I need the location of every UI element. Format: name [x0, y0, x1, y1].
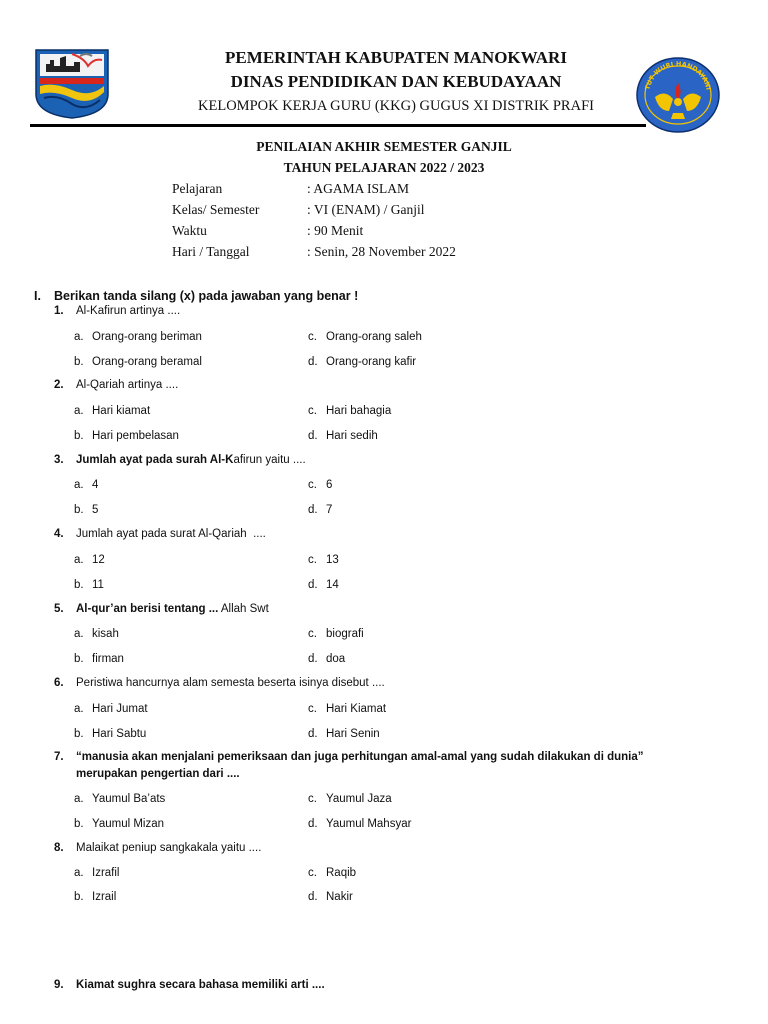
answer-option-d[interactable]: d. Nakir	[308, 891, 353, 903]
header-department-name: DINAS PENDIDIKAN DAN KEBUDAYAAN	[230, 72, 562, 91]
meta-value: : VI (ENAM) / Ganjil	[307, 202, 425, 217]
answer-option-a[interactable]: a. Izrafil	[74, 867, 120, 879]
answer-option-b[interactable]: b. Yaumul Mizan	[74, 818, 165, 830]
question-text: Peristiwa hancurnya alam semesta beserta isinya disebut ....	[76, 677, 385, 689]
question-number: 4.	[54, 528, 64, 540]
answer-option-c[interactable]: c. Yaumul Jaza	[308, 793, 392, 805]
question-text: “manusia akan menjalani pemeriksaan dan juga perhitungan amal-amal yang sudah dilakukan di dunia”	[76, 751, 644, 763]
meta-label: Hari / Tanggal	[172, 244, 250, 259]
section-instruction	[34, 289, 358, 303]
question-text: Al-Qariah artinya ....	[76, 379, 179, 391]
answer-option-b[interactable]: b. Hari pembelasan	[74, 430, 179, 442]
meta-label: Pelajaran	[172, 181, 223, 196]
section-instruction-text: Berikan tanda silang (x) pada jawaban yang benar !	[54, 289, 359, 303]
question-text: Al-qur’an berisi tentang ... Allah Swt	[76, 603, 269, 615]
question-text: merupakan pengertian dari ....	[76, 768, 240, 780]
answer-option-a[interactable]: a. Hari Jumat	[74, 703, 148, 715]
question-number: 8.	[54, 842, 64, 854]
meta-label: Kelas/ Semester	[172, 202, 260, 217]
answer-option-c[interactable]: c. biografi	[308, 628, 364, 640]
question-number: 3.	[54, 454, 64, 466]
exam-title: PENILAIAN AKHIR SEMESTER GANJIL	[256, 139, 512, 154]
question-number: 2.	[54, 379, 64, 391]
answer-option-d[interactable]: d. doa	[308, 653, 346, 665]
answer-option-d[interactable]: d. Hari Senin	[308, 728, 380, 740]
answer-option-b[interactable]: b. Orang-orang beramal	[74, 356, 202, 368]
question-text: Jumlah ayat pada surat Al-Qariah ....	[76, 528, 266, 540]
question-text: Jumlah ayat pada surah Al-Kafirun yaitu ....	[76, 454, 306, 466]
answer-option-d[interactable]: d. Orang-orang kafir	[308, 356, 417, 368]
answer-option-b[interactable]: b. firman	[74, 653, 124, 665]
answer-option-b[interactable]: b. 5	[74, 504, 99, 516]
meta-value: : AGAMA ISLAM	[307, 181, 410, 196]
question-number: 1.	[54, 305, 64, 317]
answer-option-c[interactable]: c. 6	[308, 479, 333, 491]
header-government-name: PEMERINTAH KABUPATEN MANOKWARI	[225, 48, 567, 67]
question-number: 9.	[54, 979, 64, 991]
answer-option-d[interactable]: d. Yaumul Mahsyar	[308, 818, 412, 830]
answer-option-a[interactable]: a. Hari kiamat	[74, 405, 151, 417]
answer-option-a[interactable]: a. Yaumul Ba’ats	[74, 793, 166, 805]
meta-value: : 90 Menit	[307, 223, 364, 238]
answer-option-c[interactable]: c. Hari Kiamat	[308, 703, 387, 715]
answer-option-d[interactable]: d. 7	[308, 504, 333, 516]
header-working-group-name: KELOMPOK KERJA GURU (KKG) GUGUS XI DISTRIK PRAFI	[198, 98, 594, 114]
emblem-motto-text: TUT WURI HANDAYANI	[643, 59, 713, 91]
meta-value: : Senin, 28 November 2022	[307, 244, 456, 259]
answer-option-b[interactable]: b. Hari Sabtu	[74, 728, 147, 740]
answer-option-c[interactable]: c. 13	[308, 554, 339, 566]
answer-option-a[interactable]: a. Orang-orang beriman	[74, 331, 202, 343]
question-text: Kiamat sughra secara bahasa memiliki arti ....	[76, 979, 325, 991]
answer-option-d[interactable]: d. 14	[308, 579, 339, 591]
question-number: 5.	[54, 603, 64, 615]
answer-option-c[interactable]: c. Hari bahagia	[308, 405, 392, 417]
answer-option-a[interactable]: a. 12	[74, 554, 105, 566]
answer-option-a[interactable]: a. kisah	[74, 628, 119, 640]
academic-year: TAHUN PELAJARAN 2022 / 2023	[283, 160, 485, 175]
answer-option-c[interactable]: c. Orang-orang saleh	[308, 331, 422, 343]
question-text: Al-Kafirun artinya ....	[76, 305, 181, 317]
question-number: 7.	[54, 751, 64, 763]
answer-option-b[interactable]: b. 11	[74, 579, 104, 591]
question-number: 6.	[54, 677, 64, 689]
answer-option-c[interactable]: c. Raqib	[308, 867, 357, 879]
header-divider	[30, 124, 646, 127]
section-numeral: I.	[34, 289, 41, 303]
meta-label: Waktu	[172, 223, 207, 238]
question-text: Malaikat peniup sangkakala yaitu ....	[76, 842, 262, 854]
answer-option-a[interactable]: a. 4	[74, 479, 99, 491]
answer-option-b[interactable]: b. Izrail	[74, 891, 117, 903]
answer-option-d[interactable]: d. Hari sedih	[308, 430, 378, 442]
